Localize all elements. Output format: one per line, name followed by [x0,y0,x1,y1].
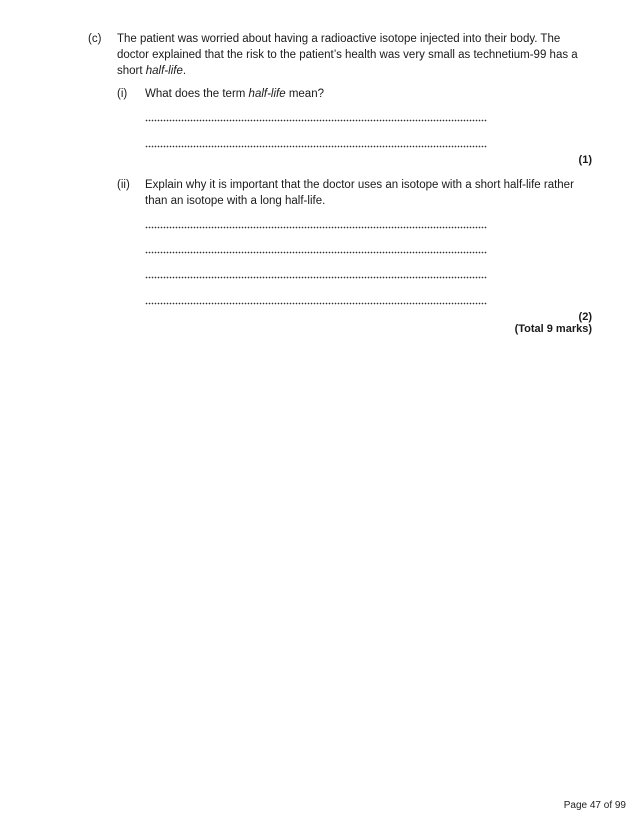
question-text-segment: The patient was worried about having a radioactive isotope injected into their body. The doctor explained that the risk to the patient’s health was very small as technetium-99 has a short [117,33,578,77]
answer-line[interactable] [145,302,487,306]
answer-line[interactable] [145,119,487,123]
answer-line[interactable] [145,145,487,149]
question-text-italic: half-life [145,65,183,77]
marks-indicator: (2) [578,311,592,323]
question-part-text [117,31,587,79]
subquestion-ii-text: Explain why it is important that the doctor uses an isotope with a short half-life rather than an isotope with a long half-life. [145,179,574,207]
page-number: Page 47 of 99 [563,800,626,811]
subquestion-ii-label: (ii) [117,179,130,191]
marks-indicator: (1) [578,154,592,166]
answer-line[interactable] [145,251,487,255]
subquestion-i-label: (i) [117,88,128,100]
subquestion-text-italic: half-life [248,88,286,100]
question-text-segment: . [182,65,187,77]
subquestion-i-text [145,86,324,102]
subquestion-text-segment: What does the term [145,88,249,100]
answer-line[interactable] [145,276,487,280]
question-part-label: (c) [88,33,102,45]
subquestion-text-segment: mean? [285,88,324,100]
answer-line[interactable] [145,226,487,230]
total-marks: (Total 9 marks) [514,323,592,335]
